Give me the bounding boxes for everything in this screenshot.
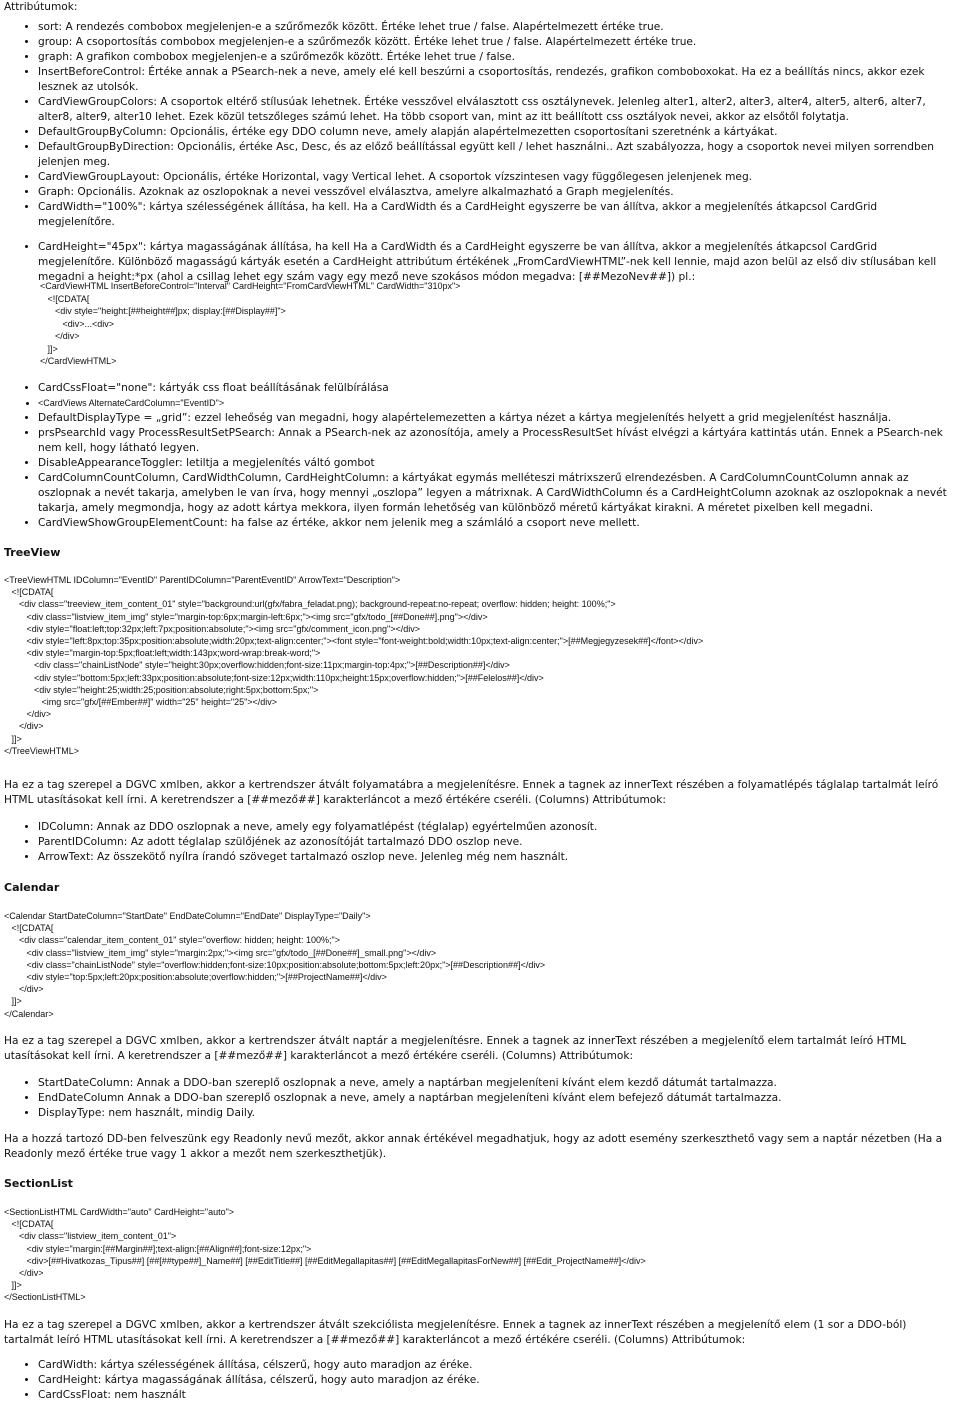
code-line: <div style="top:5px;left:20px;position:absolute;overflow:hidden;">[##ProjectName##]</div> [4,972,387,983]
code-line: ]]> [40,343,58,354]
code-line: <div class="calendar_item_content_01" style="overflow: hidden; height: 100%;"> [4,935,340,946]
list-item: • CardWidth: kártya szélességének állítása, célszerű, hogy auto maradjon az éréke. [38,1358,955,1373]
list-item: • DisableAppearanceToggler: letiltja a megjelenítés váltó gombot [38,456,955,471]
list-item: • DefaultGroupByColumn: Opcionális, értéke egy DDO column neve, amely alapján alapértelmezetten csoportosítani szeretnénk a kártyákat. [38,125,955,140]
code-line: <div style="height:25;width:25;position:absolute;right:5px;bottom:5px;"> [4,684,319,695]
list-item: • StartDateColumn: Annak a DDO-ban szereplő oszlopnak a neve, amely a naptárban megjeleníteni kívánt elem kezdő dátumát tartalmazza. [38,1076,955,1091]
code-line: <div style="margin:[##Margin##];text-align:[##Align##];font-size:12px;"> [4,1243,312,1254]
code-line: </div> [4,1268,44,1279]
treeview-heading: TreeView [4,546,61,559]
code-line: <div>...<div> [40,318,115,329]
list-item: • CardViewShowGroupElementCount: ha false az értéke, akkor nem jelenik meg a számláló a csoport neve mellett. [38,516,955,531]
list-item: • prsPsearchId vagy ProcessResultSetPSearch: Annak a PSearch-nek az azonosítója, amely a ProcessResultSet hívást elvégzi a kártyára kattintás után. Ennek a PSearch-nek nem kell, hogy látható legyen. [38,426,955,456]
code-line: <div style="height:[##height##]px; display:[##Display##]"> [40,306,286,316]
list-item: • CardViewGroupColors: A csoportok eltérő stílusúak lehetnek. Értéke vesszővel elválasztott css osztálynevek. Jelenleg alter1, alter2, alter3, alter4, alter5, alter6, alter7, alter8, alter9, alter10 lehet. Ezek közül tetszőleges számú lehet. Ha több csoport van, mint az itt beállított css osztályok nevei, akkor az elsőtől folytatja. [38,95,955,125]
code-line: <div style="bottom:5px;left:33px;position:absolute;font-size:12px;width:110px;height:15px;overflow:hidden;">[##Felelos##]</div> [4,672,544,683]
list-item: • ArrowText: Az összekötő nyílra írandó szöveget tartalmazó oszlop neve. Jelenleg még nem használt. [38,850,955,865]
list-item: • <CardViews AlternateCardColumn="EventID"> [38,396,955,411]
code-line: </Calendar> [4,1008,54,1019]
list-item: • ParentIDColumn: Az adott téglalap szülőjének az azonosítóját tartalmazó DDO oszlop neve. [38,835,955,850]
treeview-code-block [4,574,954,757]
code-line: <![CDATA[ [40,293,90,304]
list-item: • InsertBeforeControl: Értéke annak a PSearch-nek a neve, amely elé kell beszúrni a csoportosítás, rendezés, grafikon comboboxokat. Ha ez a beállítás nincs, akkor ezek lesznek az utolsók. [38,65,955,95]
cardview-code-block [40,280,940,368]
treeview-description: Ha ez a tag szerepel a DGVC xmlben, akkor a kertrendszer átvált folyamatábra a megjelenítésre. Ennek a tagnek az innerText részében a folyamatlépés táglalap tartalmát leíró HTML utasításokat kell írni. A keretrendszer a [##mező##] karakterláncot a mező értékére cseréli. (Columns) Attribútumok: [4,779,939,806]
list-item: • graph: A grafikon combobox megjelenjen-e a szűrőmezők között. Értéke lehet true / false. [38,50,955,65]
code-line: </div> [40,331,80,341]
code-line: <div class="chainListNode" style="overflow:hidden;font-size:10px;position:absolute;bottom:5px;left:20px;">[##Description##]</div> [4,959,546,970]
calendar-heading: Calendar [4,881,60,894]
code-line: <![CDATA[ [4,587,54,598]
list-item: • CardCssFloat: nem használt [38,1388,955,1403]
calendar-attributes-list [0,1076,955,1121]
calendar-description: Ha ez a tag szerepel a DGVC xmlben, akkor a kertrendszer átvált naptár a megjelenítésre. Ennek a tagnek az innerText részében a megjelenítő elem tartalmát leíró HTML utasításokat kell írni. A keretrendszer a [##mező##] karakterláncot a mező értékére cseréli. (Columns) Attribútumok: [4,1035,907,1062]
list-item: • DefaultGroupByDirection: Opcionális, értéke Asc, Desc, és az előző beállítással együtt kell / lehet használni.. Azt szabályozza, hogy a csoportok nevei milyen sorrendben jelenjen meg. [38,140,955,170]
calendar-readonly-note: Ha a hozzá tartozó DD-ben felveszünk egy Readonly nevű mezőt, akkor annak értékével megadhatjuk, hogy az adott esemény szerkeszthető vagy sem a naptár nézetben (Ha a Readonly mező értéke true vagy 1 akkor a mezőt nem szerkeszthetjük). [4,1133,943,1160]
list-item: • CardHeight: kártya magasságának állítása, célszerű, hogy auto maradjon az éréke. [38,1373,955,1388]
code-line: </div> [4,709,52,720]
code-line: <![CDATA[ [4,923,54,934]
code-line: </div> [4,721,44,732]
code-line: <div class="listview_item_img" style="margin:2px;"><img src="gfx/todo_[##Done##]_small.png"></div> [4,947,437,958]
list-item: • CardHeight="45px": kártya magasságának állítása, ha kell Ha a CardWidth és a CardHeight egyszerre be van állítva, akkor a megjelenítés átkapcsol CardGrid megjelenítőre. Különböző magasságú kártyák esetén a CardHeight attribútum értékének „FromCardViewHTML”-nek kell lennie, majd azon belül az első div stílusában kell megadni a height:*px (ahol a csillag lehet egy szám vagy egy mező neve szokásos módon megadva: [##MezoNev##]) pl.: [38,240,955,285]
code-line: ]]> [4,1280,22,1291]
code-line: ]]> [4,733,22,744]
list-item: • Graph: Opcionális. Azoknak az oszlopoknak a nevei vesszővel elválasztva, amelyre alkalmazható a Graph megjelenítés. [38,185,955,200]
list-item: • IDColumn: Annak az DDO oszlopnak a neve, amely egy folyamatlépést (téglalap) egyértelműen azonosít. [38,820,955,835]
code-line: </div> [4,984,44,995]
list-item: • DefaultDisplayType = „grid”: ezzel leheőség van megadni, hogy alapértelemezetten a kártya nézet a kártya megjelenítés helyett a grid megjelenítést használja. [38,411,955,426]
code-line: <SectionListHTML CardWidth="auto" CardHeight="auto"> [4,1207,235,1217]
code-line: <img src="gfx/[##Ember##]" width="25" height="25"></div> [4,697,278,708]
code-line: <TreeViewHTML IDColumn="EventID" ParentIDColumn="ParentEventID" ArrowText="Description"> [4,575,401,585]
code-line: <div>[##Hivatkozas_Tipus##] [##[##type##]_Name##] [##EditTitle##] [##EditMegallapitas##] [##EditMegallapitasForNew##] [##Edit_ProjectName##]</div> [4,1255,646,1266]
code-line: <CardViewHTML InsertBeforeControl="Interval" CardHeight="FromCardViewHTML" CardWidth="310px"> [40,281,461,291]
code-line: <div style="left:8px;top:35px;position:absolute;width:20px;text-align:center;"><font style="font-weight:bold;width:10px;text-align:center;">[##Megjegyzesek##]</font></div> [4,636,704,647]
list-item: • DisplayType: nem használt, mindig Daily. [38,1106,955,1121]
code-line: <div style="margin-top:5px;float:left;width:143px;word-wrap:break-word;"> [4,648,321,659]
code-line: <div class="chainListNode" style="height:30px;overflow:hidden;font-size:11px;margin-top:4px;">[##Description##]</div> [4,660,510,671]
attributes-title: Attribútumok: [4,1,78,13]
code-line: <div style="float:left;top:32px;left:7px;position:absolute;"><img src="gfx/comment_icon.png"></div> [4,623,421,634]
attributes-list-2 [0,381,955,531]
sectionlist-description: Ha ez a tag szerepel a DGVC xmlben, akkor a kertrendszer átvált szekciólista megjelenítésre. Ennek a tagnek az innerText részében a megjelenítő elem (1 sor a DDO-ból) tartalmát leíró HTML utasításokat kell írni. A keretrendszer a [##mező##] karakterláncot a mező értékére cseréli. (Columns) Attribútumok: [4,1319,907,1346]
attributes-list [0,20,955,285]
list-item: • CardWidth="100%": kártya szélességének állítása, ha kell. Ha a CardWidth és a CardHeight egyszerre be van állítva, akkor a megjelenítés átkapcsol CardGrid megjelenítőre. [38,200,955,230]
code-line: <Calendar StartDateColumn="StartDate" EndDateColumn="EndDate" DisplayType="Daily"> [4,911,371,921]
sectionlist-attributes-list [0,1358,955,1403]
list-item: • sort: A rendezés combobox megjelenjen-e a szűrőmezők között. Értéke lehet true / false. Alapértelmezett értéke true. [38,20,955,35]
code-line: </CardViewHTML> [40,356,117,366]
list-item: • CardViewGroupLayout: Opcionális, értéke Horizontal, vagy Vertical lehet. A csoportok vízszintesen vagy függőlegesen jelenjenek meg. [38,170,955,185]
list-item: • EndDateColumn Annak a DDO-ban szereplő oszlopnak a neve, amely a naptárban megjeleníteni kívánt elem befejező dátumát tartalmazza. [38,1091,955,1106]
code-line: <div class="treeview_item_content_01" style="background:url(gfx/fabra_feladat.png); background-repeat:no-repeat; overflow: hidden; height: 100%;"> [4,599,616,610]
code-line: </TreeViewHTML> [4,745,80,756]
sectionlist-code-block [4,1206,954,1304]
list-item: • CardCssFloat="none": kártyák css float beállításának felülbírálása [38,381,955,396]
list-item: • group: A csoportosítás combobox megjelenjen-e a szűrőmezők között. Értéke lehet true / false. Alapértelmezett értéke true. [38,35,955,50]
code-line: ]]> [4,996,22,1007]
calendar-code-block [4,910,954,1020]
code-line: </SectionListHTML> [4,1292,86,1303]
list-item: • CardColumnCountColumn, CardWidthColumn, CardHeightColumn: a kártyákat egymás melléteszi mátrixszerű elrendezésben. A CardColumnCountColumn annak az oszlopnak a nevét takarja, amelyben le van írva, hogy mennyi „oszlopa” legyen a mátrixnak. A CardWidthColumn és a CardHeightColumn azoknak az oszlopoknak a nevét takarja, amely megmondja, hogy az adott kártya mekkora, ilyen formán lehetőség van különböző méretű kártyákat kirakni. A méretet pixelben kell megadni. [38,471,955,516]
code-line: <div class="listview_item_img" style="margin-top:6px;margin-left:6px;"><img src="gfx/todo_[##Done##].png"></div> [4,611,488,622]
code-line: <div class="listview_item_content_01"> [4,1231,177,1242]
sectionlist-heading: SectionList [4,1177,73,1190]
treeview-attributes-list [0,820,955,865]
code-line: <![CDATA[ [4,1219,54,1230]
